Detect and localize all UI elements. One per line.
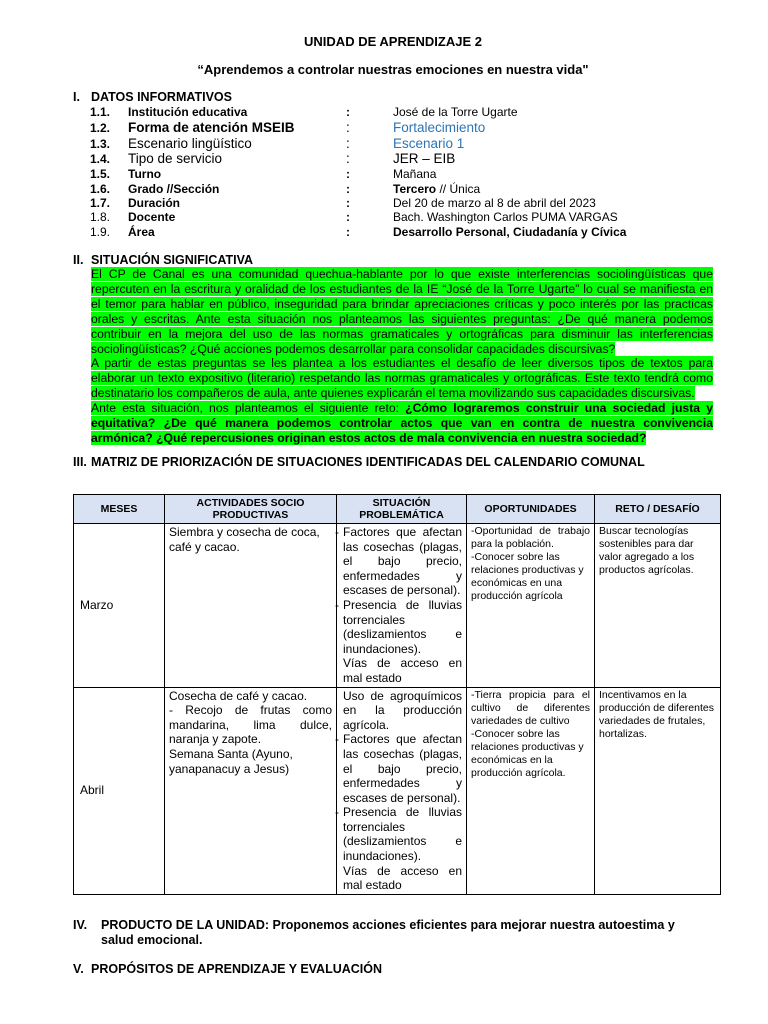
situacion-paragraph-1 — [91, 267, 713, 356]
section-1-heading: DATOS INFORMATIVOS — [91, 90, 232, 104]
activities-cell — [165, 524, 337, 688]
opportunity-item: -Conocer sobre las relaciones productivas y económicas en una producción agrícola — [471, 551, 584, 602]
section-1-numeral: I. — [73, 90, 80, 104]
problem-item: Vías de acceso en mal estado — [343, 863, 462, 893]
table-row-marzo — [74, 524, 721, 688]
activity-item: - Recojo de frutas como mandarina, lima dulce, naranja y zapote. — [169, 703, 332, 747]
opportunity-item: -Tierra propicia para el cultivo de diferentes variedades de cultivo — [471, 688, 590, 727]
opportunity-item: -Oportunidad de trabajo para la población. — [471, 525, 590, 550]
info-sep: : — [346, 196, 350, 210]
info-value-bold: Tercero — [393, 182, 437, 196]
info-row-escenario — [0, 136, 768, 152]
info-row-area — [0, 225, 768, 241]
info-key: Escenario lingüístico — [128, 136, 252, 151]
info-num: 1.7. — [90, 196, 111, 210]
section-5-numeral: V. — [73, 962, 84, 976]
info-num: 1.1. — [90, 105, 111, 119]
situacion-p2-text: A partir de estas preguntas se les plantea a los estudiantes el desafío de leer diversos tipos de textos para elaborar un texto expositivo (literario) respetando las normas gramaticales y ortográficas. Este texto tendrá como destinatario los compañeros de aula, ante quienes explicarán el tema movilizando sus capacidades discursivas. — [91, 356, 713, 401]
info-sep: : — [346, 136, 350, 151]
info-row-institucion — [0, 105, 768, 121]
section-5-heading: PROPÓSITOS DE APRENDIZAJE Y EVALUACIÓN — [91, 962, 383, 976]
info-sep: : — [346, 225, 350, 239]
info-key: Área — [128, 225, 155, 239]
opportunities-cell — [467, 687, 595, 894]
section-4-label: PRODUCTO DE LA UNIDAD: — [101, 918, 270, 932]
problem-item: Vías de acceso en mal estado — [343, 656, 462, 685]
info-key: Docente — [128, 210, 176, 224]
activity-item: Siembra y cosecha de coca, café y cacao. — [169, 525, 320, 554]
info-value: Desarrollo Personal, Ciudadanía y Cívica — [393, 225, 627, 239]
info-row-turno — [0, 167, 768, 183]
info-value — [393, 182, 480, 196]
problem-item: - Presencia de lluvias torrenciales (deslizamientos e inundaciones). — [343, 598, 462, 656]
info-value: Fortalecimiento — [393, 120, 486, 135]
info-key: Turno — [128, 167, 162, 181]
table-header-row — [74, 495, 721, 524]
info-value-rest: // Única — [436, 182, 481, 196]
info-num: 1.5. — [90, 167, 111, 181]
problem-item: - Presencia de lluvias torrenciales (deslizamientos e inundaciones). — [343, 805, 462, 863]
info-key: Institución educativa — [128, 105, 248, 119]
info-sep: : — [346, 210, 350, 224]
situacion-paragraph-2 — [91, 356, 713, 401]
section-3-heading: MATRIZ DE PRIORIZACIÓN DE SITUACIONES IDENTIFICADAS DEL CALENDARIO COMUNAL — [91, 455, 645, 469]
activity-item: Cosecha de café y cacao. — [169, 688, 308, 703]
opportunity-item: -Conocer sobre las relaciones productivas y económicas en la producción agrícola. — [471, 727, 584, 779]
situacion-paragraph-3 — [91, 401, 713, 446]
info-value: Bach. Washington Carlos PUMA VARGAS — [393, 210, 618, 224]
column-header-actividades: ACTIVIDADES SOCIO PRODUCTIVAS — [165, 495, 337, 524]
info-num: 1.4. — [90, 152, 111, 166]
info-num: 1.2. — [90, 121, 111, 135]
info-sep: : — [346, 105, 350, 119]
info-value: José de la Torre Ugarte — [393, 105, 518, 119]
info-value: Del 20 de marzo al 8 de abril del 2023 — [393, 196, 596, 210]
info-value: JER – EIB — [393, 151, 456, 166]
info-num: 1.9. — [90, 225, 111, 239]
challenge-cell: Incentivamos en la producción de diferentes variedades de frutales, hortalizas. — [595, 687, 721, 894]
info-value: Escenario 1 — [393, 136, 465, 151]
info-row-forma-atencion — [0, 120, 768, 136]
unit-title: UNIDAD DE APRENDIZAJE 2 — [304, 34, 482, 49]
month-cell: Abril — [74, 687, 165, 894]
info-row-docente — [0, 210, 768, 226]
info-sep: : — [346, 151, 350, 166]
month-cell: Marzo — [74, 524, 165, 688]
column-header-situacion: SITUACIÓN PROBLEMÁTICA — [337, 495, 467, 524]
situacion-text — [91, 267, 713, 446]
section-4-text: Proponemos acciones eficientes para mejorar nuestra autoestima y salud emocional. — [101, 918, 675, 947]
info-sep: : — [346, 120, 350, 135]
section-2-numeral: II. — [73, 253, 84, 267]
section-3-numeral: III. — [73, 455, 87, 469]
info-sep: : — [346, 182, 350, 196]
problem-item: Uso de agroquímicos en la producción agrícola. — [343, 688, 462, 732]
info-num: 1.3. — [90, 137, 111, 151]
activities-cell — [165, 687, 337, 894]
info-key: Tipo de servicio — [128, 151, 223, 166]
column-header-meses: MESES — [74, 495, 165, 524]
situacion-p3-questions: ¿Cómo lograremos construir una sociedad justa y equitativa? ¿De qué manera podemos controlar actos que van en contra de nuestra convivencia armónica? ¿Qué repercusiones originan estos actos de mala convivencia en nuestra sociedad? — [91, 401, 713, 445]
section-2-heading: SITUACIÓN SIGNIFICATIVA — [91, 253, 254, 267]
problem-item: - Factores que afectan las cosechas (plagas, el bajo precio, enfermedades y escases de personal). — [343, 732, 462, 805]
situacion-p3-intro: Ante esta situación, nos planteamos el siguiente reto: — [91, 401, 406, 416]
info-sep: : — [346, 167, 350, 181]
activity-item: Semana Santa (Ayuno, yanapanacuy a Jesus) — [169, 746, 293, 776]
info-key: Duración — [128, 196, 181, 210]
unit-subtitle: “Aprendemos a controlar nuestras emociones en nuestra vida" — [197, 62, 589, 77]
info-num: 1.8. — [90, 210, 111, 224]
info-row-tipo-servicio — [0, 151, 768, 167]
priorizacion-table — [73, 494, 721, 895]
situacion-p1-text: El CP de Canal es una comunidad quechua-hablante por lo que existe interferencias sociolingüísticas que repercuten en la escritura y oralidad de los estudiantes de la IE “José de la Torre Ugarte” lo cual se manifiesta en el temor para hablar en público, inseguridad para brindar apreciaciones críticas y poco interés por las practicas orales y escritas. Ante esta situación nos planteamos las siguientes preguntas: ¿De qué manera podemos contribuir en la mejora del uso de las normas gramaticales y ortográficas para disminuir las interferencias sociolingüísticas? ¿Qué acciones podemos desarrollar para consolidar capacidades discursivas? — [91, 267, 713, 356]
problems-cell — [337, 524, 467, 688]
challenge-cell: Buscar tecnologías sostenibles para dar valor agregado a los productos agrícolas. — [595, 524, 721, 688]
info-key: Grado //Sección — [128, 182, 220, 196]
info-value: Mañana — [393, 167, 437, 181]
opportunities-cell — [467, 524, 595, 688]
problem-item: - Factores que afectan las cosechas (plagas, el bajo precio, enfermedades y escases de personal). — [343, 525, 462, 598]
info-key: Forma de atención MSEIB — [128, 120, 295, 135]
problems-cell — [337, 687, 467, 894]
column-header-oportunidades: OPORTUNIDADES — [467, 495, 595, 524]
section-4-numeral: IV. — [73, 918, 88, 932]
column-header-reto: RETO / DESAFÍO — [595, 495, 721, 524]
table-row-abril — [74, 687, 721, 894]
info-num: 1.6. — [90, 182, 111, 196]
section-4-product — [101, 918, 701, 948]
